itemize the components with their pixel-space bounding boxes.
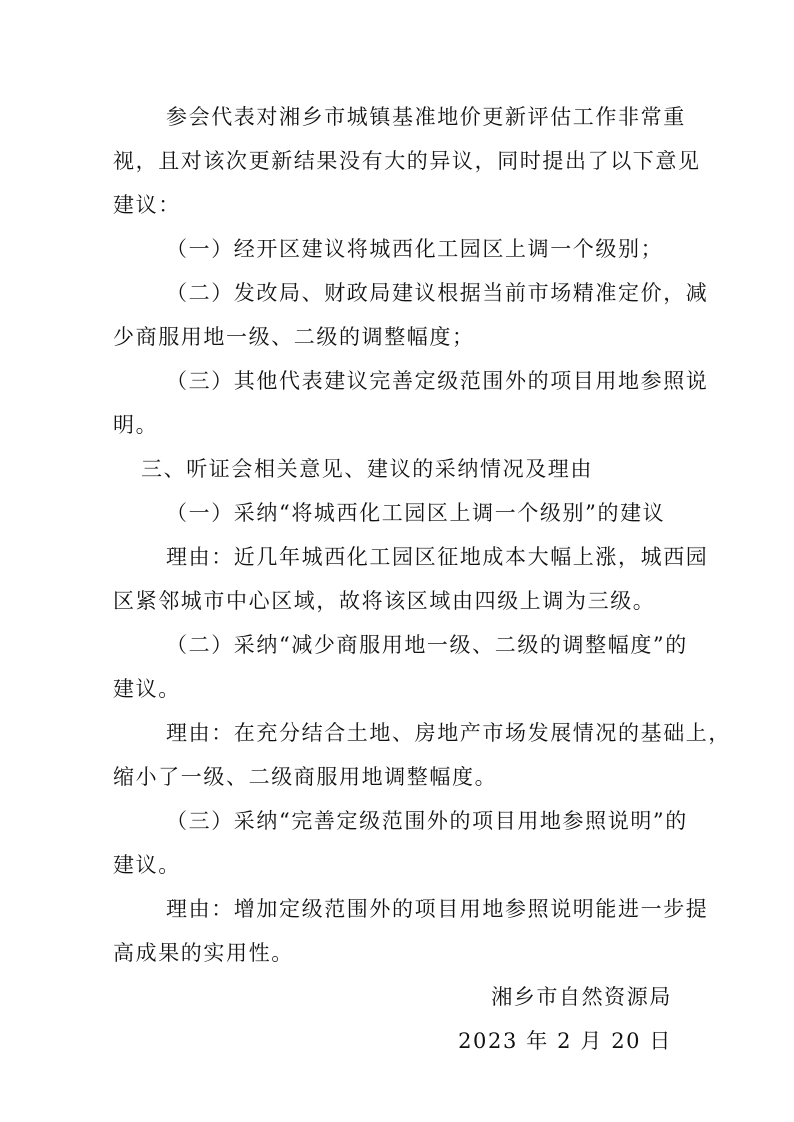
paragraph-line: 区紧邻城市中心区域，故将该区域由四级上调为三级。 [113, 589, 656, 613]
paragraph-line: （一）经开区建议将城西化工园区上调一个级别； [166, 237, 664, 261]
paragraph-line: 建议。 [113, 677, 181, 701]
section-heading: 三、听证会相关意见、建议的采纳情况及理由 [141, 457, 593, 481]
paragraph-line: 明。 [113, 413, 159, 437]
signature-date: 2023 年 2 月 20 日 [458, 1029, 672, 1053]
paragraph-line: 高成果的实用性。 [113, 941, 294, 965]
paragraph-line: 建议： [113, 193, 181, 217]
paragraph-line: （一）采纳“将城西化工园区上调一个级别”的建议 [166, 501, 666, 525]
paragraph-line: 理由：近几年城西化工园区征地成本大幅上涨，城西园 [166, 545, 709, 569]
paragraph-line: 少商服用地一级、二级的调整幅度； [113, 325, 475, 349]
paragraph-line: （三）采纳“完善定级范围外的项目用地参照说明”的 [166, 809, 688, 833]
paragraph-line: 缩小了一级、二级商服用地调整幅度。 [113, 765, 498, 789]
paragraph-line: （二）发改局、财政局建议根据当前市场精准定价，减 [166, 281, 709, 305]
paragraph-line: 视，且对该次更新结果没有大的异议，同时提出了以下意见 [113, 149, 701, 173]
signature-organization: 湘乡市自然资源局 [491, 985, 672, 1009]
paragraph-line: （二）采纳“减少商服用地一级、二级的调整幅度”的 [166, 633, 688, 657]
paragraph-line: 理由：在充分结合土地、房地产市场发展情况的基础上， [166, 721, 731, 745]
paragraph-line: 理由：增加定级范围外的项目用地参照说明能进一步提 [166, 897, 709, 921]
paragraph-line: 建议。 [113, 853, 181, 877]
paragraph-line: （三）其他代表建议完善定级范围外的项目用地参照说 [166, 369, 709, 393]
paragraph-line: 参会代表对湘乡市城镇基准地价更新评估工作非常重 [166, 105, 686, 129]
